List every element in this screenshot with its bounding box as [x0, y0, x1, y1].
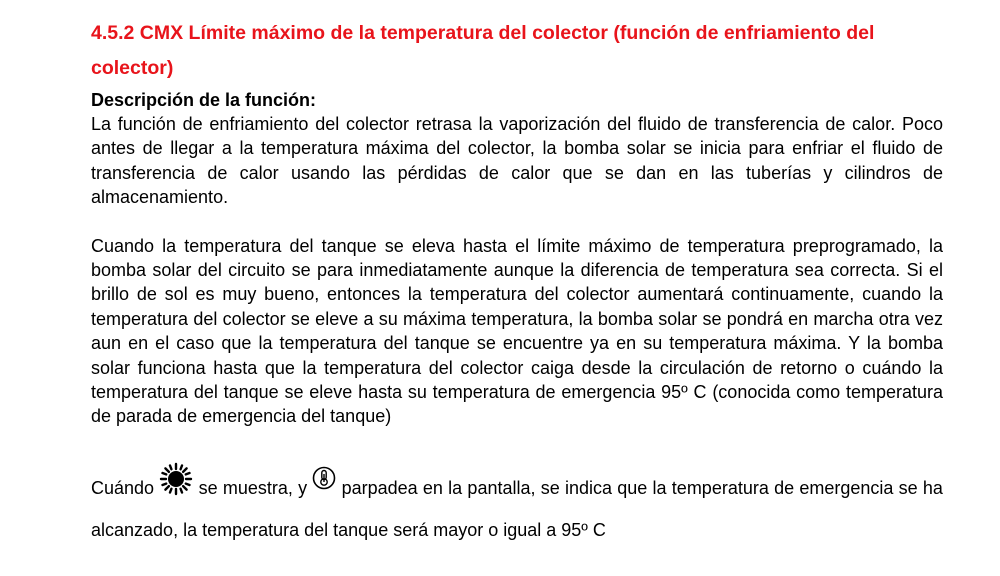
paragraph3-text-middle: se muestra, y — [198, 477, 308, 498]
paragraph-emergency-indicator — [91, 466, 943, 548]
paragraph-tank-limit: Cuando la temperatura del tanque se eleva hasta el límite máximo de temperatura preprogramado, la bomba solar del circuito se para inmediatamente aunque la diferencia de temperatura sea correcta. Si el brillo de sol es muy bueno, entonces la temperatura del colector aumentará continuamente, cuando la temperatura del colector se eleve a su máxima temperatura, la bomba solar se pondrá en marcha otra vez aun en el caso que la temperatura del tanque se encuentre ya en su temperatura máxima. Y la bomba solar funciona hasta que la temperatura del colector caiga desde la circulación de retorno o cuándo la temperatura del tanque se eleve hasta su temperatura de emergencia 95º C (conocida como temperatura de parada de emergencia del tanque) — [91, 235, 943, 427]
paragraph3-text-end: parpadea en la pantalla, se indica que la temperatura de emergencia se ha alcanzado, la temperatura del tanque será mayor o igual a 95º C — [91, 477, 943, 540]
section-heading: 4.5.2 CMX Límite máximo de la temperatura del colector (función de enfriamiento del colector) — [91, 22, 875, 79]
thermometer-warning-icon — [312, 466, 336, 504]
function-description-heading: Descripción de la función: — [91, 90, 317, 110]
document-page — [91, 16, 943, 548]
paragraph-cooling-function: La función de enfriamiento del colector retrasa la vaporización del fluido de transferencia de calor. Poco antes de llegar a la temperatura máxima del colector, la bomba solar se inicia para enfriar el fluido de transferencia de calor usando las pérdidas de calor que se dan en las tuberías y cilindros de almacenamiento. — [91, 114, 943, 208]
sun-icon — [159, 462, 193, 508]
paragraph3-text-start: Cuándo — [91, 477, 155, 498]
